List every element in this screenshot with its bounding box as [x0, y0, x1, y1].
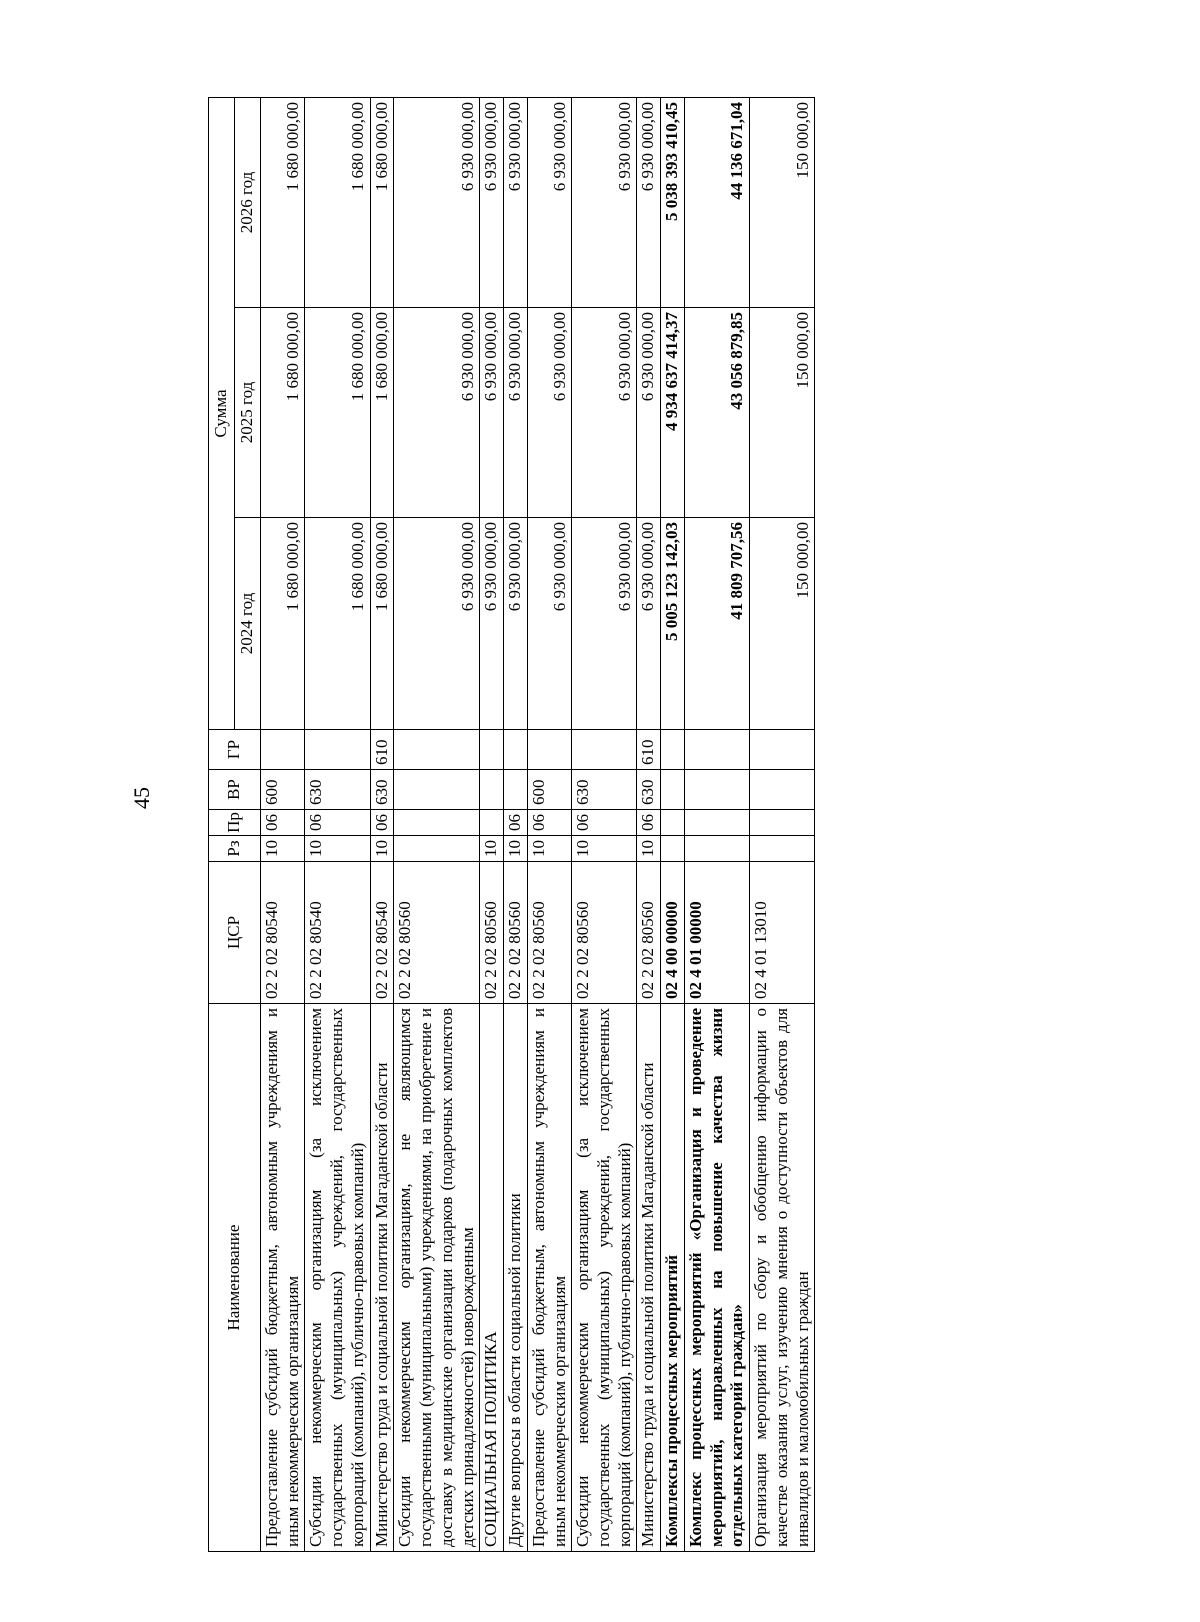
cell-csr: 02 4 01 00000	[684, 862, 749, 1004]
cell-2025: 1 680 000,00	[370, 308, 394, 518]
cell-gr	[261, 730, 305, 770]
cell-gr: 610	[370, 730, 394, 770]
rotated-table-container	[208, 98, 1080, 1552]
cell-2025: 6 930 000,00	[637, 308, 661, 518]
page-number: 45	[129, 787, 154, 809]
cell-2025: 4 934 637 414,37	[661, 308, 685, 518]
cell-csr: 02 2 02 80560	[480, 862, 504, 1004]
cell-gr	[661, 730, 685, 770]
cell-rz: 10	[261, 836, 305, 862]
cell-2026: 44 136 671,04	[684, 98, 749, 308]
cell-pr	[750, 810, 815, 836]
table-row	[750, 98, 815, 1552]
cell-gr	[527, 730, 571, 770]
cell-pr: 06	[261, 810, 305, 836]
cell-pr	[661, 810, 685, 836]
cell-2024: 150 000,00	[750, 518, 815, 730]
cell-gr	[684, 730, 749, 770]
cell-name: Другие вопросы в области социальной политики	[504, 1004, 528, 1552]
cell-2024: 1 680 000,00	[261, 518, 305, 730]
cell-2025: 43 056 879,85	[684, 308, 749, 518]
header-name: Наименование	[209, 1004, 261, 1552]
table-header	[209, 98, 261, 1552]
cell-rz	[684, 836, 749, 862]
cell-csr: 02 2 02 80540	[370, 862, 394, 1004]
cell-rz	[661, 836, 685, 862]
cell-gr	[504, 730, 528, 770]
cell-csr: 02 2 02 80560	[572, 862, 637, 1004]
budget-table	[208, 97, 815, 1552]
cell-csr: 02 2 02 80560	[394, 862, 480, 1004]
cell-rz: 10	[504, 836, 528, 862]
cell-vr	[480, 770, 504, 810]
cell-2025: 150 000,00	[750, 308, 815, 518]
cell-2024: 1 680 000,00	[370, 518, 394, 730]
cell-name: Субсидии некоммерческим организациям (за исключением государственных (муниципальных) учреждений, государственных корпораций (компаний), публично-правовых компаний)	[305, 1004, 370, 1552]
cell-rz	[394, 836, 480, 862]
table-row	[572, 98, 637, 1552]
cell-rz: 10	[370, 836, 394, 862]
cell-2025: 6 930 000,00	[572, 308, 637, 518]
cell-name: Предоставление субсидий бюджетным, автономным учреждениям и иным некоммерческим организациям	[527, 1004, 571, 1552]
cell-2024: 6 930 000,00	[527, 518, 571, 730]
cell-2026: 6 930 000,00	[637, 98, 661, 308]
cell-csr: 02 2 02 80560	[637, 862, 661, 1004]
cell-name: СОЦИАЛЬНАЯ ПОЛИТИКА	[480, 1004, 504, 1552]
cell-rz: 10	[480, 836, 504, 862]
cell-2026: 6 930 000,00	[394, 98, 480, 308]
cell-pr	[684, 810, 749, 836]
cell-pr: 06	[637, 810, 661, 836]
table-row	[480, 98, 504, 1552]
cell-2025: 6 930 000,00	[504, 308, 528, 518]
cell-pr: 06	[572, 810, 637, 836]
cell-name: Министерство труда и социальной политики Магаданской области	[370, 1004, 394, 1552]
header-2024: 2024 год	[235, 518, 261, 730]
table-row	[684, 98, 749, 1552]
table-row	[394, 98, 480, 1552]
cell-2026: 1 680 000,00	[261, 98, 305, 308]
cell-rz: 10	[527, 836, 571, 862]
cell-2026: 6 930 000,00	[480, 98, 504, 308]
cell-2025: 6 930 000,00	[527, 308, 571, 518]
cell-name: Предоставление субсидий бюджетным, автономным учреждениям и иным некоммерческим организациям	[261, 1004, 305, 1552]
header-gr: ГР	[209, 730, 261, 770]
cell-pr	[480, 810, 504, 836]
cell-rz: 10	[572, 836, 637, 862]
cell-2026: 6 930 000,00	[527, 98, 571, 308]
cell-gr	[480, 730, 504, 770]
cell-name: Субсидии некоммерческим организациям (за исключением государственных (муниципальных) учреждений, государственных корпораций (компаний), публично-правовых компаний)	[572, 1004, 637, 1552]
cell-pr: 06	[527, 810, 571, 836]
cell-2025: 6 930 000,00	[480, 308, 504, 518]
cell-2024: 6 930 000,00	[637, 518, 661, 730]
table-row	[305, 98, 370, 1552]
cell-vr: 630	[370, 770, 394, 810]
cell-vr	[750, 770, 815, 810]
cell-vr	[661, 770, 685, 810]
cell-csr: 02 4 01 13010	[750, 862, 815, 1004]
cell-2024: 6 930 000,00	[572, 518, 637, 730]
cell-vr	[504, 770, 528, 810]
cell-2025: 6 930 000,00	[394, 308, 480, 518]
cell-vr: 630	[637, 770, 661, 810]
header-pr: Пр	[209, 810, 261, 836]
cell-vr: 630	[572, 770, 637, 810]
header-sum: Сумма	[209, 98, 235, 730]
table-row	[370, 98, 394, 1552]
cell-csr: 02 2 02 80540	[261, 862, 305, 1004]
cell-name: Организация мероприятий по сбору и обобщению информации о качестве оказания услуг, изучению мнения о доступности объектов для инвалидов и маломобильных граждан	[750, 1004, 815, 1552]
cell-vr	[394, 770, 480, 810]
table-row	[661, 98, 685, 1552]
cell-vr: 630	[305, 770, 370, 810]
cell-2026: 150 000,00	[750, 98, 815, 308]
cell-2024: 41 809 707,56	[684, 518, 749, 730]
cell-csr: 02 2 02 80560	[504, 862, 528, 1004]
table-row	[504, 98, 528, 1552]
cell-2024: 5 005 123 142,03	[661, 518, 685, 730]
header-vr: ВР	[209, 770, 261, 810]
cell-csr: 02 2 02 80560	[527, 862, 571, 1004]
cell-vr	[684, 770, 749, 810]
cell-rz: 10	[637, 836, 661, 862]
cell-gr	[750, 730, 815, 770]
cell-2024: 1 680 000,00	[305, 518, 370, 730]
cell-name: Комплекс процессных мероприятий «Организация и проведение мероприятий, направленных на повышение качества жизни отдельных категорий граждан»	[684, 1004, 749, 1552]
cell-name: Министерство труда и социальной политики Магаданской области	[637, 1004, 661, 1552]
cell-2026: 6 930 000,00	[572, 98, 637, 308]
cell-name: Субсидии некоммерческим организациям, не являющимся государственными (муниципальными) учреждениями, на приобретение и доставку в медицинские организации подарков (подарочных комплектов детских принадлежностей) новорожденным	[394, 1004, 480, 1552]
cell-csr: 02 4 00 00000	[661, 862, 685, 1004]
cell-gr	[572, 730, 637, 770]
cell-2026: 5 038 393 410,45	[661, 98, 685, 308]
table-row	[527, 98, 571, 1552]
header-2026: 2026 год	[235, 98, 261, 308]
cell-pr	[394, 810, 480, 836]
cell-csr: 02 2 02 80540	[305, 862, 370, 1004]
cell-2026: 6 930 000,00	[504, 98, 528, 308]
table-row	[637, 98, 661, 1552]
cell-2025: 1 680 000,00	[305, 308, 370, 518]
cell-2025: 1 680 000,00	[261, 308, 305, 518]
cell-vr: 600	[527, 770, 571, 810]
header-rz: Рз	[209, 836, 261, 862]
cell-pr: 06	[305, 810, 370, 836]
cell-gr	[394, 730, 480, 770]
cell-rz	[750, 836, 815, 862]
cell-gr: 610	[637, 730, 661, 770]
cell-vr: 600	[261, 770, 305, 810]
cell-gr	[305, 730, 370, 770]
cell-2024: 6 930 000,00	[504, 518, 528, 730]
cell-2024: 6 930 000,00	[394, 518, 480, 730]
cell-2024: 6 930 000,00	[480, 518, 504, 730]
table-body	[261, 98, 815, 1552]
table-row	[261, 98, 305, 1552]
cell-name: Комплексы процессных мероприятий	[661, 1004, 685, 1552]
cell-rz: 10	[305, 836, 370, 862]
cell-pr: 06	[504, 810, 528, 836]
header-csr: ЦСР	[209, 862, 261, 1004]
cell-2026: 1 680 000,00	[370, 98, 394, 308]
cell-2026: 1 680 000,00	[305, 98, 370, 308]
cell-pr: 06	[370, 810, 394, 836]
header-2025: 2025 год	[235, 308, 261, 518]
